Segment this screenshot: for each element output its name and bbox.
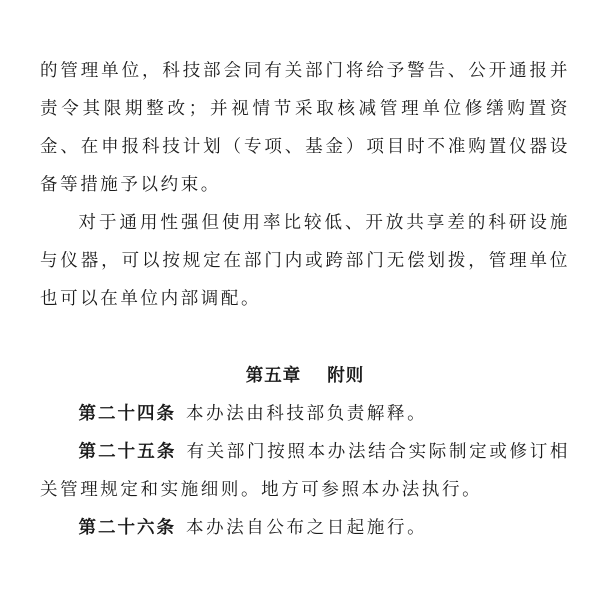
article-text: 有关部门按照本办法结合实际制定或修订相关管理规定和实施细则。地方可参照本办法执行。: [40, 442, 571, 500]
article-26: [40, 509, 570, 547]
article-label: 第二十四条: [78, 404, 176, 424]
article-25: [40, 433, 570, 509]
article-label: 第二十六条: [78, 518, 176, 538]
chapter-title: 附则: [327, 366, 365, 386]
document-page: [40, 52, 570, 547]
chapter-heading: [40, 357, 570, 395]
article-24: [40, 395, 570, 433]
chapter-number: 第五章: [245, 366, 302, 386]
article-text: 本办法由科技部负责解释。: [186, 404, 428, 424]
article-label: 第二十五条: [78, 442, 177, 462]
paragraph-reallocation: 对于通用性强但使用率比较低、开放共享差的科研设施与仪器，可以按规定在部门内或跨部门无偿划拨，管理单位也可以在单位内部调配。: [40, 213, 570, 309]
article-text: 本办法自公布之日起施行。: [186, 518, 428, 538]
paragraph-sanctions: 的管理单位，科技部会同有关部门将给予警告、公开通报并责令其限期整改；并视情节采取核减管理单位修缮购置资金、在申报科技计划（专项、基金）项目时不准购置仪器设备等措施予以约束。: [40, 61, 570, 195]
